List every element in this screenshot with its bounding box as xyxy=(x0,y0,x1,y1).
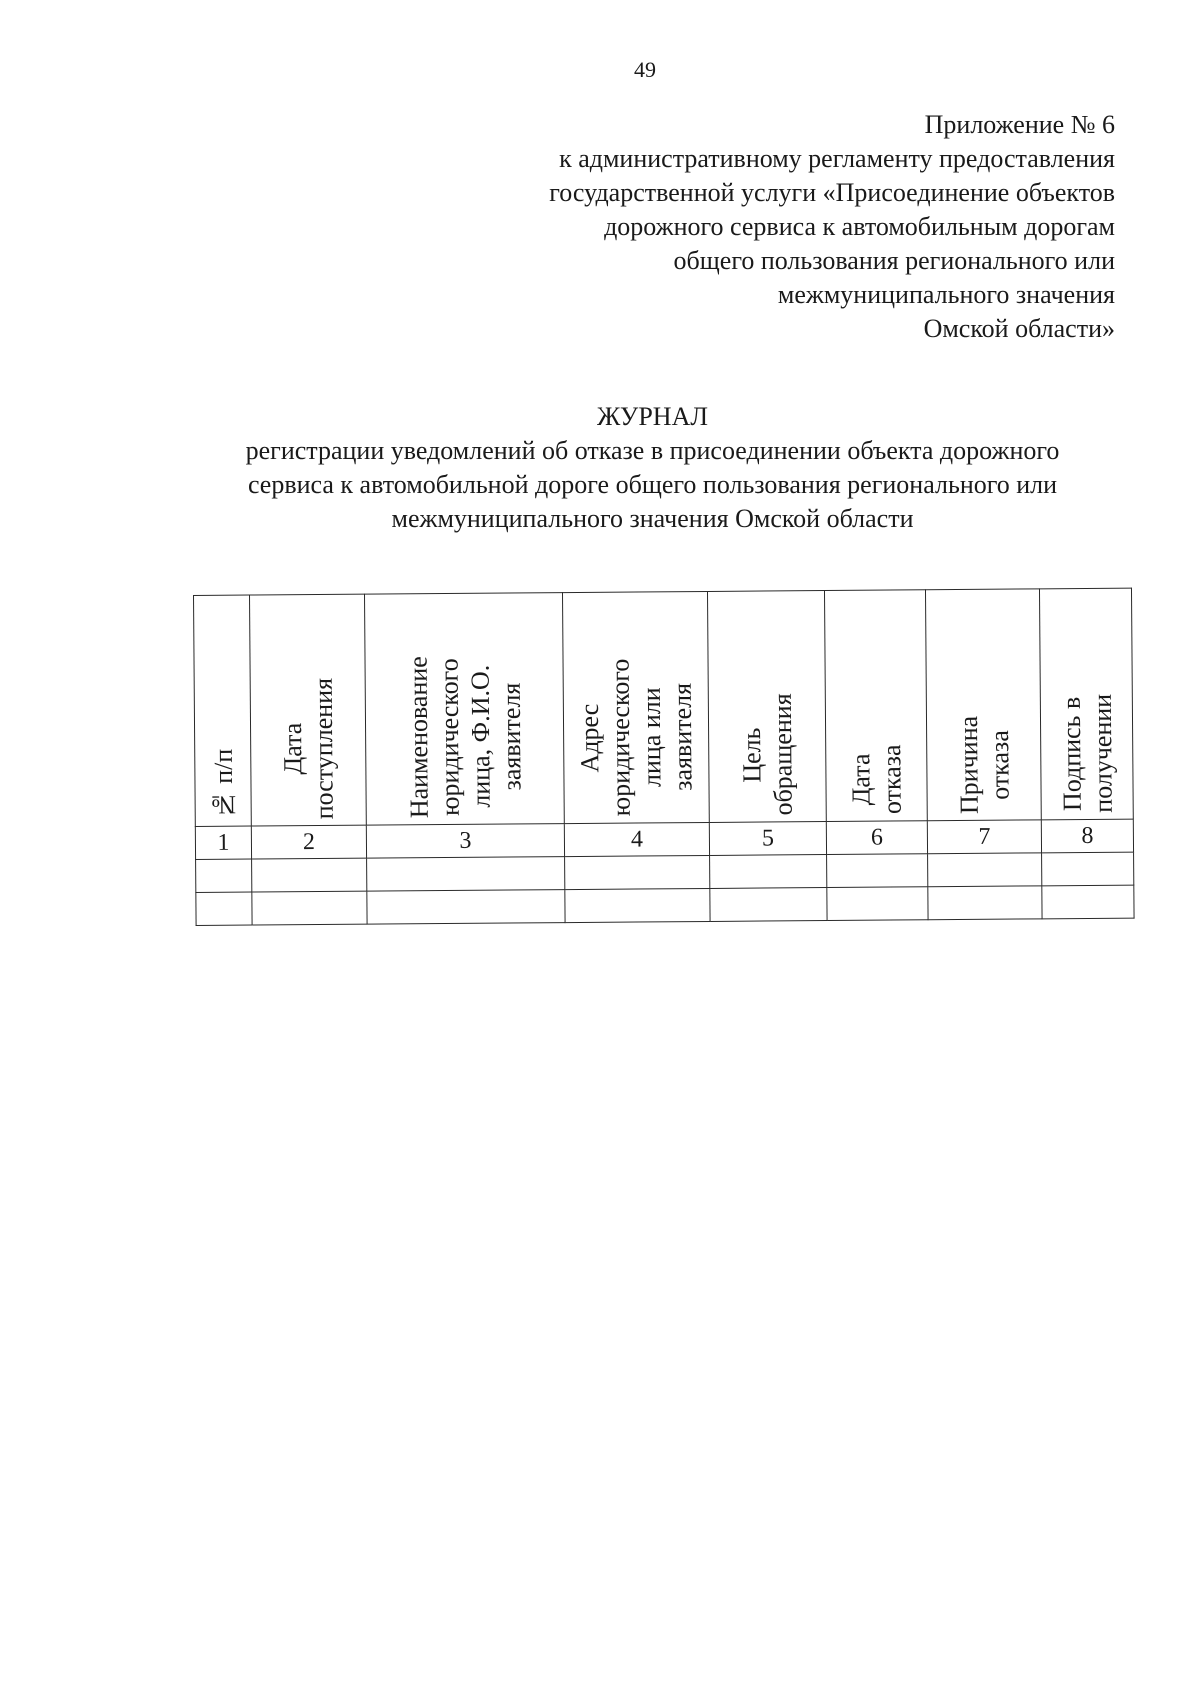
table-cell xyxy=(710,888,827,922)
column-number: 3 xyxy=(366,824,564,859)
column-header-receipt-date xyxy=(250,594,367,826)
header-text: Адрес xyxy=(574,703,605,773)
table-row xyxy=(196,885,1134,925)
table-cell xyxy=(1042,885,1134,919)
header-text: заявителя xyxy=(667,683,698,792)
header-text: Подпись в xyxy=(1056,696,1087,811)
column-header-refusal-reason xyxy=(925,589,1041,821)
header-row xyxy=(194,588,1134,826)
table-cell xyxy=(252,858,367,892)
table-cell xyxy=(710,855,827,889)
journal-title: ЖУРНАЛ xyxy=(597,402,708,431)
header-text: отказа xyxy=(877,744,907,815)
appendix-line: государственной услуги «Присоединение объектов xyxy=(549,178,1115,207)
journal-subtitle-line: межмуниципального значения Омской области xyxy=(391,504,914,533)
table-cell xyxy=(928,853,1042,887)
table-cell xyxy=(928,886,1042,920)
column-number: 4 xyxy=(564,822,709,856)
column-header-purpose xyxy=(707,591,826,823)
column-header-number xyxy=(194,595,252,826)
table-cell xyxy=(367,890,565,925)
header-text: обращения xyxy=(767,693,798,816)
header-text: Цель xyxy=(737,726,767,783)
appendix-title: Приложение № 6 xyxy=(924,110,1115,139)
table-cell xyxy=(565,855,710,889)
header-text: № п/п xyxy=(208,749,238,820)
header-text: Наименование xyxy=(402,656,434,819)
table-cell xyxy=(252,891,367,925)
column-number: 8 xyxy=(1041,819,1133,853)
table-cell xyxy=(1042,852,1134,886)
header-text: Дата xyxy=(846,753,876,806)
table-cell xyxy=(565,888,710,922)
register-table xyxy=(193,588,1135,926)
header-text: Причина xyxy=(953,715,984,815)
column-number: 7 xyxy=(927,820,1041,854)
appendix-line: Омской области» xyxy=(923,314,1115,343)
column-number: 6 xyxy=(826,821,927,855)
header-text: отказа xyxy=(984,729,1015,800)
table-cell xyxy=(827,854,928,888)
appendix-line: общего пользования регионального или xyxy=(673,246,1115,275)
table-cell xyxy=(827,887,928,921)
header-text: юридического xyxy=(434,658,465,816)
column-number: 5 xyxy=(709,822,826,856)
page-number: 49 xyxy=(634,57,656,82)
header-text: юридического xyxy=(605,658,636,817)
table-cell xyxy=(196,892,252,925)
appendix-line: к административному регламенту предоставления xyxy=(559,144,1115,173)
header-text: лица, Ф.И.О. xyxy=(465,665,496,809)
header-text: получении xyxy=(1087,693,1118,813)
column-header-applicant-address xyxy=(562,591,709,823)
header-text: поступления xyxy=(308,677,339,820)
header-text: заявителя xyxy=(496,682,527,791)
journal-subtitle-line: регистрации уведомлений об отказе в присоединении объекта дорожного xyxy=(245,436,1060,465)
table-cell xyxy=(196,859,252,892)
table-cell xyxy=(367,857,565,892)
journal-subtitle-line: сервиса к автомобильной дороге общего пользования регионального или xyxy=(247,470,1058,499)
column-header-refusal-date xyxy=(824,590,927,822)
column-number: 2 xyxy=(251,825,366,859)
column-header-signature xyxy=(1039,588,1133,820)
column-header-applicant-name xyxy=(364,593,564,826)
journal-heading xyxy=(165,400,1140,536)
appendix-line: дорожного сервиса к автомобильным дорогам xyxy=(604,212,1115,241)
appendix-line: межмуниципального значения xyxy=(777,280,1115,309)
header-text: лица или xyxy=(636,687,667,788)
column-number: 1 xyxy=(195,826,251,859)
header-text: Дата xyxy=(278,722,308,775)
appendix-block xyxy=(549,108,1115,346)
